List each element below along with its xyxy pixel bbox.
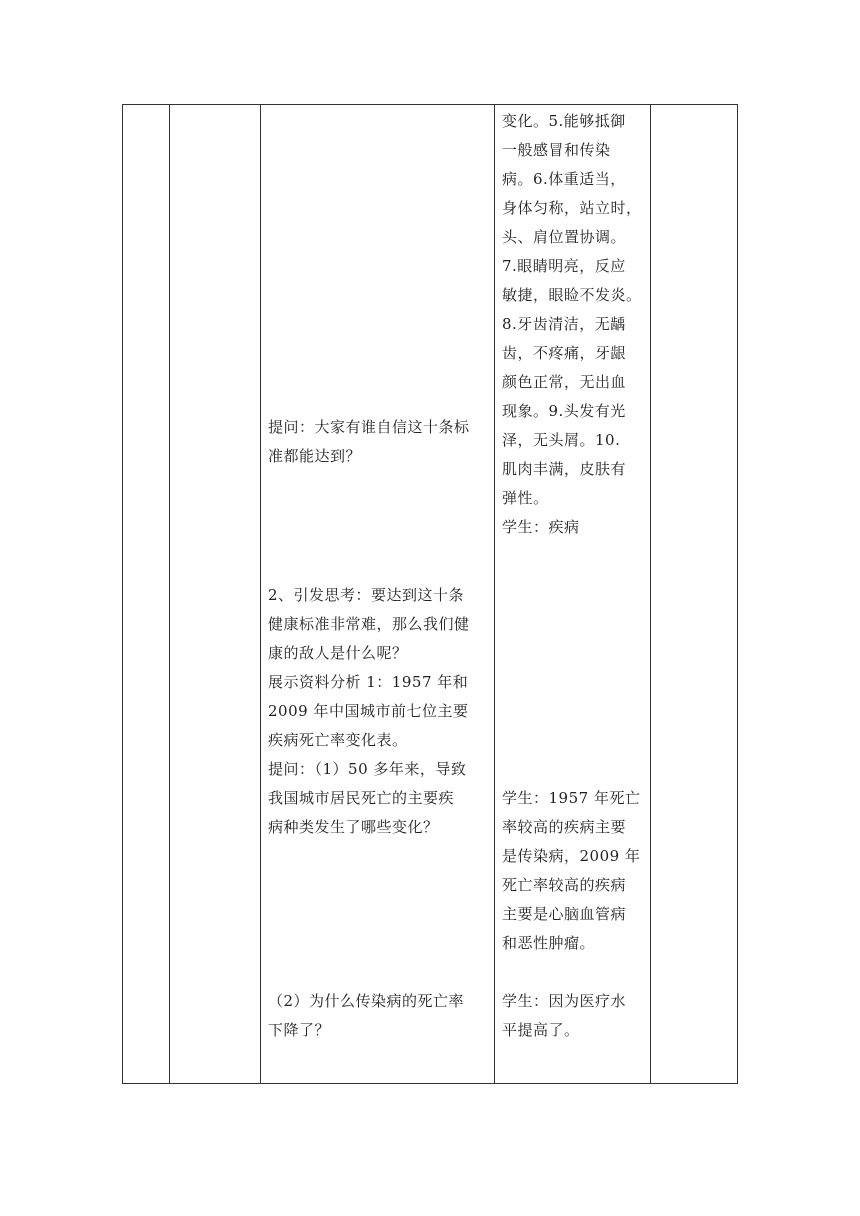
column-divider — [494, 105, 495, 1083]
health-standards-text — [502, 107, 648, 542]
text-line: 和恶性肿瘤。 — [502, 934, 596, 952]
teacher-thinking — [268, 581, 490, 842]
text-line: 身体匀称，站立时， — [502, 199, 642, 217]
text-line: 健康标准非常难，那么我们健 — [268, 615, 470, 633]
column-divider — [260, 105, 261, 1083]
text-line: 疾病死亡率变化表。 — [268, 731, 408, 749]
text-line: 8.牙齿清洁，无龋 — [502, 315, 626, 333]
text-line: 7.眼睛明亮，反应 — [502, 257, 626, 275]
column-divider — [650, 105, 651, 1083]
text-line: 学生：因为医疗水 — [502, 992, 627, 1010]
teacher-question-1 — [268, 413, 490, 471]
student-answer-1: 学生：疾病 — [502, 518, 580, 536]
text-line: 2009 年中国城市前七位主要 — [268, 702, 469, 720]
text-line: 展示资料分析 1：1957 年和 — [268, 673, 469, 691]
text-line: 颜色正常，无出血 — [502, 373, 627, 391]
teacher-question-3 — [268, 987, 490, 1045]
text-line: 泽，无头屑。10. — [502, 431, 621, 449]
text-line: 主要是心脑血管病 — [502, 905, 627, 923]
text-line: 变化。5.能够抵御 — [502, 112, 626, 130]
text-line: 下降了？ — [268, 1021, 331, 1039]
text-line: 我国城市居民死亡的主要疾 — [268, 789, 455, 807]
text-line: 率较高的疾病主要 — [502, 818, 627, 836]
text-line: 平提高了。 — [502, 1021, 580, 1039]
text-line: 齿，不疼痛，牙龈 — [502, 344, 627, 362]
text-line: 是传染病，2009 年 — [502, 847, 641, 865]
text-line: 学生：1957 年死亡 — [502, 789, 641, 807]
text-line: 敏捷，眼睑不发炎。 — [502, 286, 642, 304]
text-line: 康的敌人是什么呢？ — [268, 644, 408, 662]
text-line: 提问：（1）50 多年来，导致 — [268, 760, 467, 778]
column-divider — [169, 105, 170, 1083]
text-line: 死亡率较高的疾病 — [502, 876, 627, 894]
text-line: 2、引发思考：要达到这十条 — [268, 586, 465, 604]
text-line: 肌肉丰满，皮肤有 — [502, 460, 627, 478]
text-line: 头、肩位置协调。 — [502, 228, 627, 246]
text-line: 病。6.体重适当， — [502, 170, 626, 188]
text-line: 弹性。 — [502, 489, 549, 507]
text-line: 现象。9.头发有光 — [502, 402, 626, 420]
text-line: 准都能达到？ — [268, 447, 362, 465]
text-line: 病种类发生了哪些变化？ — [268, 818, 439, 836]
text-line: （2）为什么传染病的死亡率 — [268, 992, 465, 1010]
lesson-plan-table — [122, 104, 738, 1084]
student-answer-3 — [502, 987, 648, 1045]
student-answer-2 — [502, 784, 648, 958]
text-line: 一般感冒和传染 — [502, 141, 611, 159]
text-line: 提问：大家有谁自信这十条标 — [268, 418, 470, 436]
